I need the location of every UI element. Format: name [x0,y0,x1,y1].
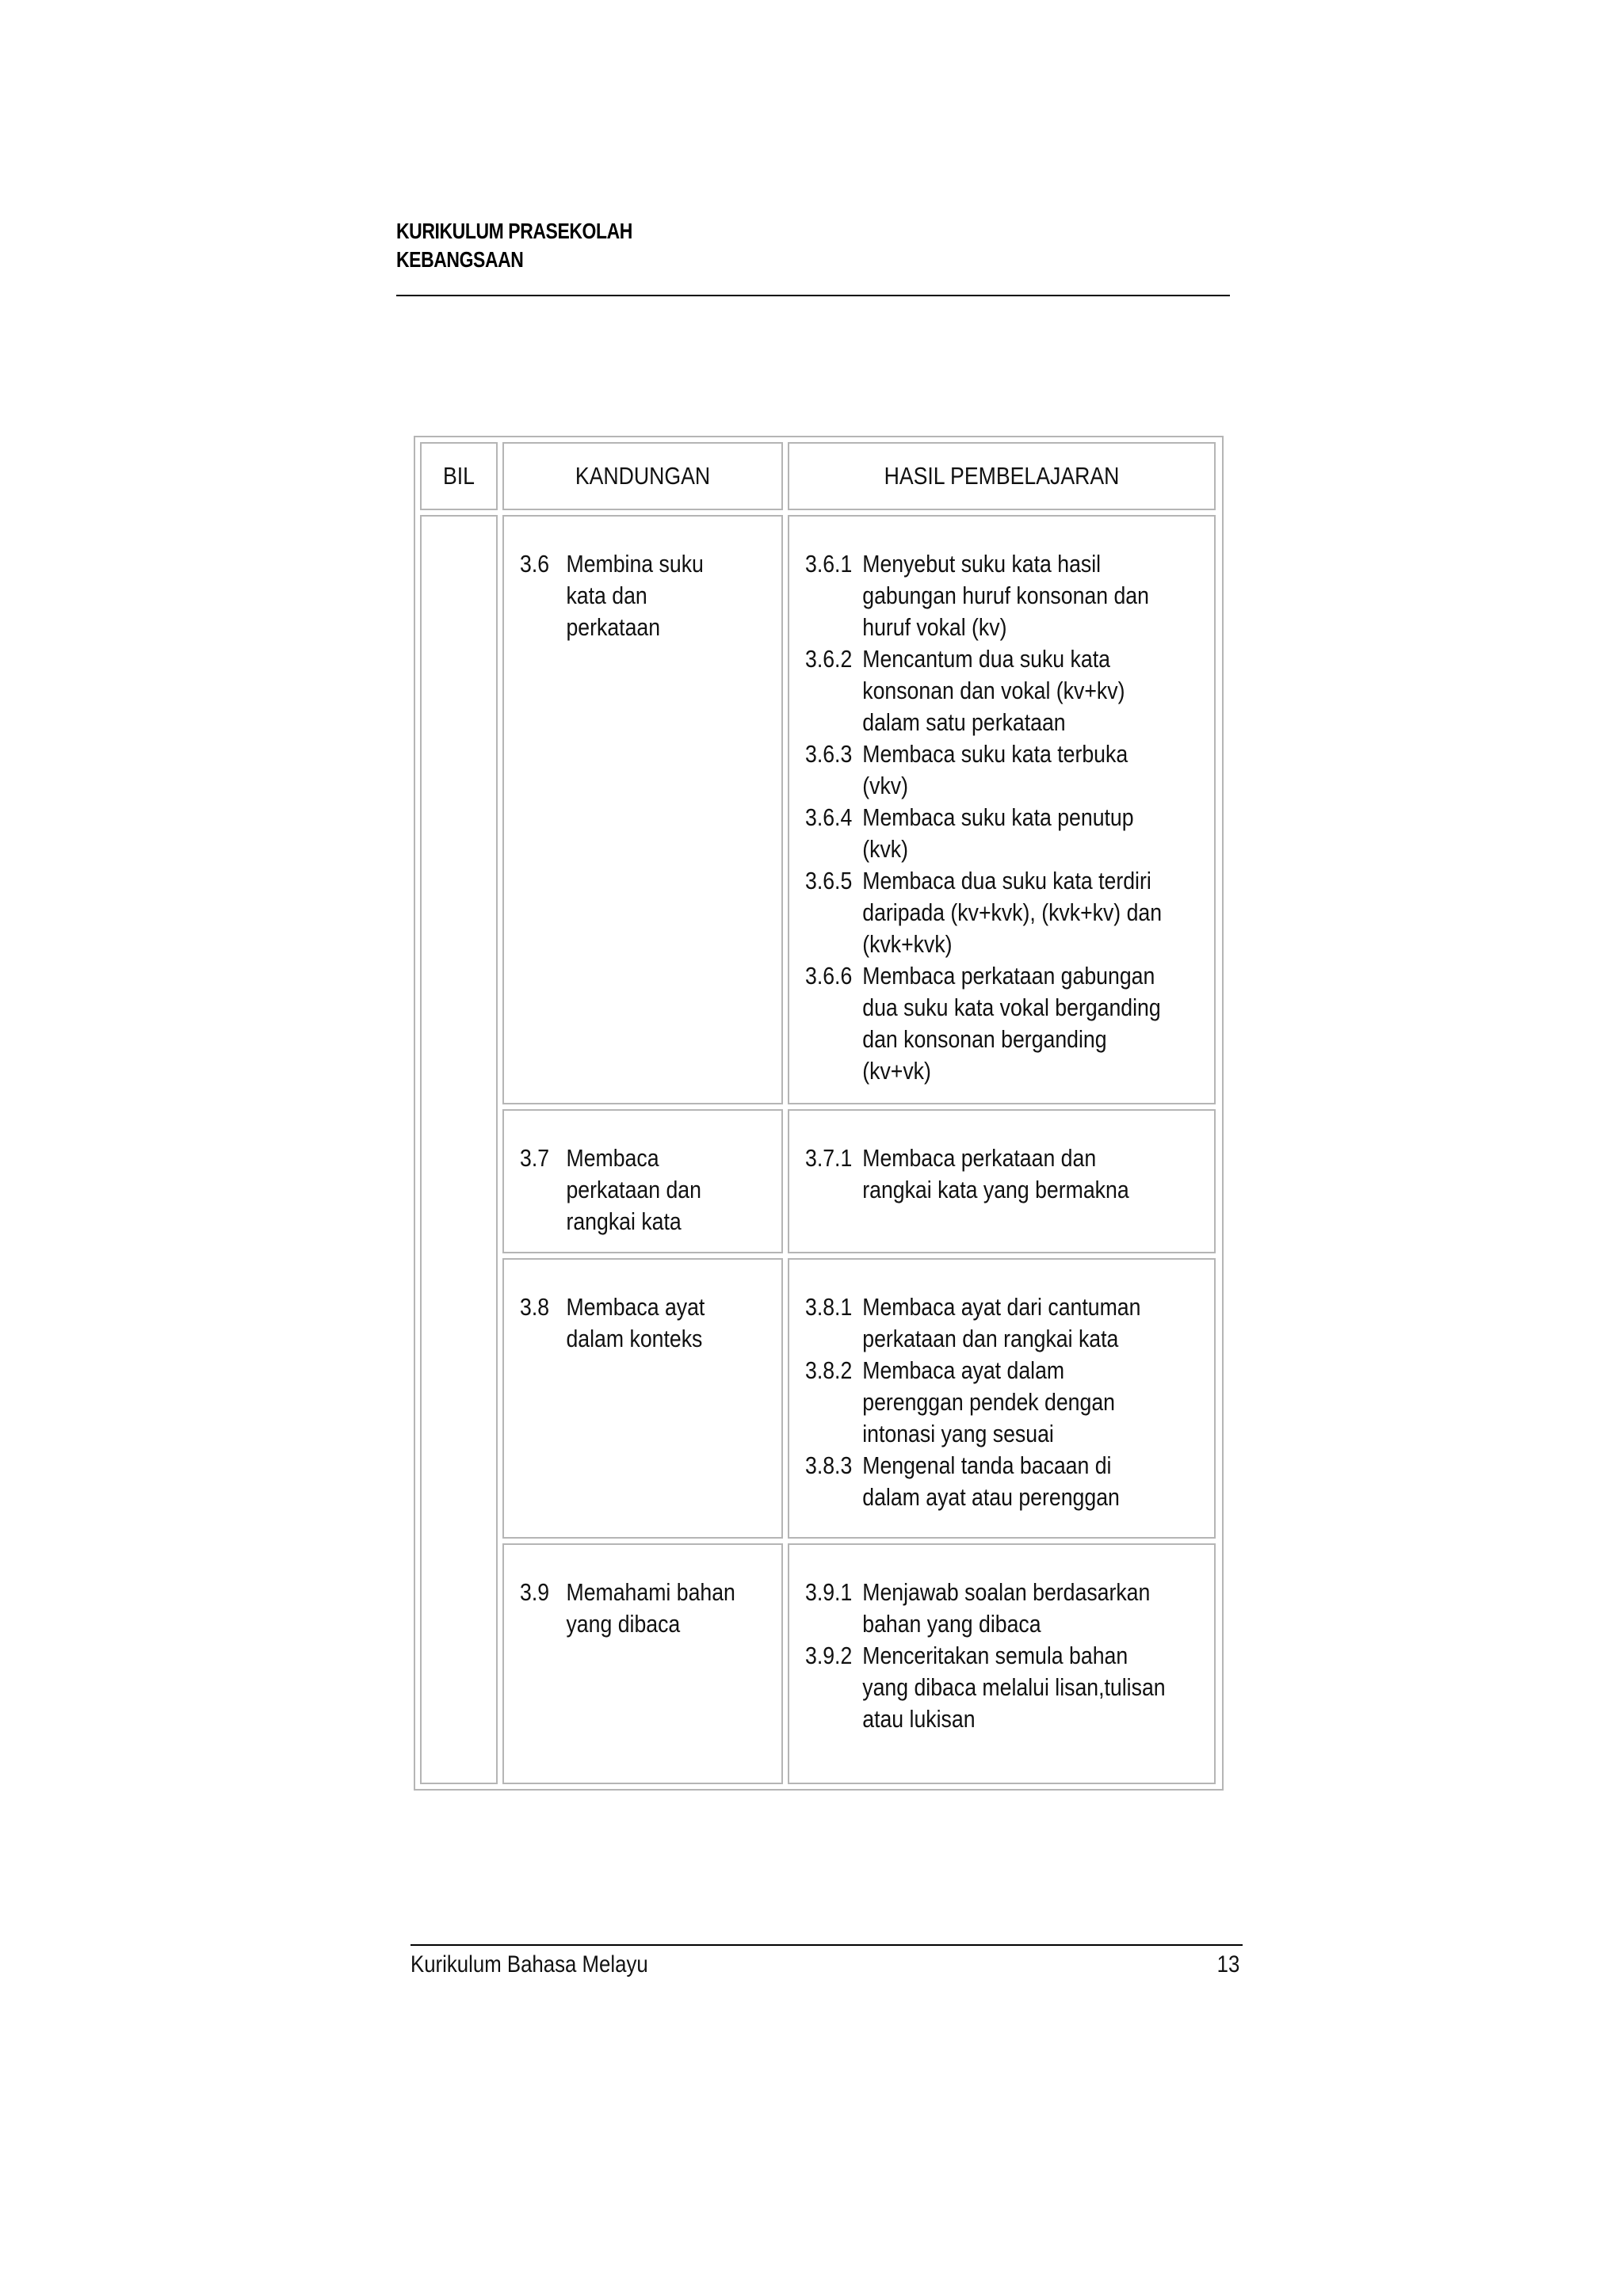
outcome-text: Membaca perkataan gabungan dua suku kata vokal berganding dan konsonan berganding (kv+vk) [862,962,1161,1085]
outcome-text: Membaca suku kata terbuka (vkv) [862,740,1128,799]
list-item [805,1355,1214,1450]
content-entry [520,1291,792,1355]
list-item [805,738,1214,802]
column-header-bil [420,442,498,510]
outcome-text: Menyebut suku kata hasil gabungan huruf konsonan dan huruf vokal (kv) [862,550,1149,641]
outcome-cell-3-6 [788,515,1216,1104]
outcome-text: Membaca ayat dalam perenggan pendek dengan intonasi yang sesuai [862,1356,1115,1447]
curriculum-table [414,436,1224,1791]
footer-divider [411,1944,1243,1946]
outcome-number: 3.6.2 [805,645,853,673]
header-title-line1: KURIKULUM PRASEKOLAH [396,219,632,243]
outcome-list [805,548,1214,1087]
content-entry [520,548,792,643]
content-cell-3-8 [502,1258,783,1539]
outcome-number: 3.8.2 [805,1356,853,1384]
document-header [396,217,1228,274]
header-divider [396,295,1230,296]
list-item [805,1291,1214,1355]
column-header-bil-label: BIL [442,462,475,490]
content-cell-3-6 [502,515,783,1104]
outcome-cell-3-9 [788,1543,1216,1784]
list-item [805,1577,1214,1640]
column-header-hasil [788,442,1216,510]
content-number: 3.8 [520,1293,550,1321]
outcome-list [805,1577,1214,1735]
outcome-number: 3.6.1 [805,550,853,578]
outcome-number: 3.6.3 [805,740,853,768]
outcome-text: Mengenal tanda bacaan di dalam ayat atau perenggan [862,1451,1120,1511]
content-cell-3-7 [502,1109,783,1253]
list-item [805,865,1214,960]
outcome-number: 3.8.3 [805,1451,853,1479]
content-number: 3.7 [520,1144,550,1172]
content-text: Membaca perkataan dan rangkai kata [566,1144,701,1235]
list-item [805,1142,1214,1206]
outcome-text: Membaca suku kata penutup (kvk) [862,803,1134,863]
outcome-number: 3.6.4 [805,803,853,831]
outcome-text: Mencantum dua suku kata konsonan dan vokal (kv+kv) dalam satu perkataan [862,645,1125,736]
content-number: 3.9 [520,1578,550,1606]
content-entry [520,1577,792,1640]
outcome-text: Membaca ayat dari cantuman perkataan dan rangkai kata [862,1293,1141,1352]
content-text: Memahami bahan yang dibaca [566,1578,735,1638]
list-item [805,548,1214,643]
outcome-number: 3.6.5 [805,867,853,894]
outcome-number: 3.7.1 [805,1144,853,1172]
content-cell-3-9 [502,1543,783,1784]
outcome-text: Menceritakan semula bahan yang dibaca melalui lisan,tulisan atau lukisan [862,1642,1166,1733]
outcome-cell-3-7 [788,1109,1216,1253]
outcome-list [805,1142,1214,1206]
content-number: 3.6 [520,550,550,578]
footer-document-title: Kurikulum Bahasa Melayu [411,1951,648,1978]
column-header-kandungan [502,442,783,510]
content-entry [520,1142,792,1238]
column-header-hasil-label: HASIL PEMBELAJARAN [884,462,1120,490]
outcome-list [805,1291,1214,1513]
outcome-text: Menjawab soalan berdasarkan bahan yang dibaca [862,1578,1151,1638]
bil-cell [420,515,498,1784]
column-header-kandungan-label: KANDUNGAN [575,462,711,490]
list-item [805,802,1214,865]
header-title-line2: KEBANGSAAN [396,247,524,272]
outcome-cell-3-8 [788,1258,1216,1539]
outcome-number: 3.9.1 [805,1578,853,1606]
outcome-text: Membaca dua suku kata terdiri daripada (kv+kvk), (kvk+kv) dan (kvk+kvk) [862,867,1163,958]
list-item [805,960,1214,1087]
outcome-number: 3.6.6 [805,962,853,990]
outcome-number: 3.8.1 [805,1293,853,1321]
outcome-text: Membaca perkataan dan rangkai kata yang bermakna [862,1144,1129,1203]
list-item [805,1640,1214,1735]
page-number: 13 [1216,1951,1239,1978]
list-item [805,643,1214,738]
outcome-number: 3.9.2 [805,1642,853,1669]
content-text: Membina suku kata dan perkataan [566,550,704,641]
content-text: Membaca ayat dalam konteks [566,1293,705,1352]
list-item [805,1450,1214,1513]
